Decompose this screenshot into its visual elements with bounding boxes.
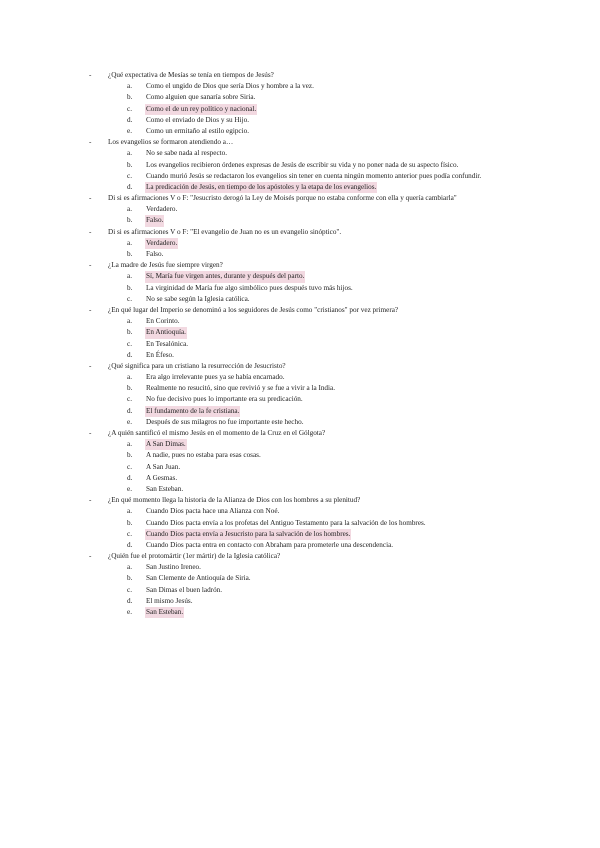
option-text: En Antioquía. bbox=[145, 327, 187, 338]
option-letter: a. bbox=[127, 149, 132, 158]
answer-option bbox=[0, 81, 600, 92]
option-letter: c. bbox=[127, 462, 132, 471]
question-text: ¿En qué lugar del Imperio se denominó a los seguidores de Jesús como "cristianos" por vez primera? bbox=[108, 305, 399, 314]
question-bullet: - bbox=[89, 71, 92, 79]
answer-option bbox=[0, 115, 600, 126]
option-text: Falso. bbox=[146, 250, 164, 258]
question-bullet: - bbox=[89, 429, 92, 437]
option-text: Como el de un rey político y nacional. bbox=[145, 104, 257, 115]
answer-option-selected bbox=[0, 406, 600, 417]
option-text: Cuando Dios pacta envía a Jesucristo para la salvación de los hombres. bbox=[145, 529, 351, 540]
answer-option bbox=[0, 473, 600, 484]
option-text: No fue decisivo pues lo importante era su predicación. bbox=[146, 395, 303, 404]
question-item bbox=[0, 361, 600, 372]
option-letter: e. bbox=[127, 417, 132, 426]
question-item bbox=[0, 70, 600, 81]
option-letter: d. bbox=[127, 350, 133, 359]
question-item bbox=[0, 551, 600, 562]
option-letter: c. bbox=[127, 339, 132, 348]
answer-option bbox=[0, 92, 600, 103]
option-letter: e. bbox=[127, 126, 132, 135]
option-text: A nadie, pues no estaba para esas cosas. bbox=[146, 451, 261, 460]
option-text: Falso. bbox=[145, 215, 164, 226]
option-text: Como el ungido de Dios que sería Dios y hombre a la vez. bbox=[146, 82, 314, 91]
option-letter: d. bbox=[127, 540, 133, 549]
option-letter: a. bbox=[127, 317, 132, 326]
option-text: A San Dimas. bbox=[145, 439, 187, 450]
option-text: Después de sus milagros no fue importante este hecho. bbox=[146, 417, 304, 426]
answer-option-selected bbox=[0, 271, 600, 282]
option-letter: d. bbox=[127, 182, 133, 191]
option-text: En Tesalónica. bbox=[146, 339, 189, 348]
question-text: Di si es afirmaciones V o F: "El evangelio de Juan no es un evangelio sinóptico". bbox=[108, 227, 342, 236]
option-text: El fundamento de la fe cristiana. bbox=[145, 406, 240, 417]
question-item bbox=[0, 193, 600, 204]
option-text: Cuando murió Jesús se redactaron los evangelios sin tener en cuenta ningún momento anterior pues podía confundir. bbox=[146, 171, 482, 180]
option-letter: c. bbox=[127, 529, 132, 538]
option-letter: e. bbox=[127, 608, 132, 616]
answer-option bbox=[0, 450, 600, 461]
option-text: Realmente no resucitó, sino que revivió y se fue a vivir a la India. bbox=[146, 384, 336, 393]
option-text: A San Juan. bbox=[146, 462, 181, 471]
option-text: Los evangelios recibieron órdenes expresas de Jesús de escribir su vida y no poner nada de su aspecto físico. bbox=[146, 160, 459, 169]
option-text: El mismo Jesús. bbox=[146, 596, 193, 605]
answer-option bbox=[0, 518, 600, 529]
option-letter: a. bbox=[127, 440, 132, 449]
question-text: ¿En qué momento llega la historia de la Alianza de Dios con los hombres a su plenitud? bbox=[108, 496, 361, 505]
question-bullet: - bbox=[89, 261, 92, 270]
question-item bbox=[0, 428, 600, 439]
option-letter: b. bbox=[127, 160, 133, 169]
option-text: En Corinto. bbox=[146, 317, 180, 326]
answer-option bbox=[0, 372, 600, 383]
answer-option bbox=[0, 585, 600, 596]
option-text: Verdadero. bbox=[145, 238, 178, 249]
option-text: San Esteban. bbox=[146, 484, 184, 493]
question-text: ¿Quién fue el protomártir (1er mártir) de la Iglesia católica? bbox=[108, 552, 281, 561]
option-text: San Justino Ireneo. bbox=[146, 563, 201, 572]
answer-option-selected bbox=[0, 104, 600, 115]
option-text: No se sabe según la Iglesia católica. bbox=[146, 294, 250, 303]
answer-option bbox=[0, 383, 600, 394]
question-text: ¿Qué significa para un cristiano la resurrección de Jesucristo? bbox=[108, 361, 286, 370]
answer-option bbox=[0, 417, 600, 428]
answer-option bbox=[0, 596, 600, 607]
option-letter: b. bbox=[127, 328, 133, 337]
answer-option bbox=[0, 540, 600, 551]
option-text: La predicación de Jesús, en tiempo de los apóstoles y la etapa de los evangelios. bbox=[145, 182, 377, 193]
question-item bbox=[0, 495, 600, 506]
question-item bbox=[0, 260, 600, 271]
answer-option bbox=[0, 148, 600, 159]
option-letter: c. bbox=[127, 294, 132, 303]
answer-option bbox=[0, 126, 600, 137]
option-text: Verdadero. bbox=[146, 205, 178, 214]
option-text: San Dimas el buen ladrón. bbox=[146, 585, 223, 594]
option-text: Era algo irrelevante pues ya se había encarnado. bbox=[146, 373, 285, 382]
question-item bbox=[0, 137, 600, 148]
question-bullet: - bbox=[89, 552, 92, 561]
question-bullet: - bbox=[89, 227, 92, 236]
answer-option bbox=[0, 283, 600, 294]
option-text: Como alguien que sanaría sobre Siria. bbox=[146, 93, 256, 102]
option-letter: c. bbox=[127, 104, 132, 113]
option-letter: b. bbox=[127, 93, 133, 102]
option-letter: c. bbox=[127, 171, 132, 180]
question-bullet: - bbox=[89, 496, 92, 505]
answer-option bbox=[0, 339, 600, 350]
question-text: ¿La madre de Jesús fue siempre virgen? bbox=[108, 261, 223, 270]
option-letter: d. bbox=[127, 406, 133, 415]
option-letter: d. bbox=[127, 473, 133, 482]
option-letter: a. bbox=[127, 563, 132, 572]
option-letter: b. bbox=[127, 216, 133, 225]
question-text: ¿Qué expectativa de Mesías se tenía en tiempos de Jesús? bbox=[108, 71, 274, 79]
answer-option-selected bbox=[0, 327, 600, 338]
option-text: Como el enviado de Dios y su Hijo. bbox=[146, 115, 250, 124]
answer-option-selected bbox=[0, 607, 600, 618]
option-letter: a. bbox=[127, 205, 132, 214]
option-letter: b. bbox=[127, 250, 133, 258]
answer-option-selected bbox=[0, 182, 600, 193]
question-bullet: - bbox=[89, 305, 92, 314]
answer-option bbox=[0, 204, 600, 215]
option-text: No se sabe nada al respecto. bbox=[146, 149, 228, 158]
option-text: Cuando Dios pacta envía a los profetas del Antiguo Testamento para la salvación de los hombres. bbox=[146, 518, 426, 527]
answer-option-selected bbox=[0, 238, 600, 249]
option-letter: b. bbox=[127, 451, 133, 460]
option-text: En Éfeso. bbox=[146, 350, 174, 359]
answer-option bbox=[0, 484, 600, 495]
option-letter: e. bbox=[127, 484, 132, 493]
answer-option bbox=[0, 394, 600, 405]
question-item bbox=[0, 227, 600, 238]
option-text: Cuando Dios pacta entra en contacto con Abraham para prometerle una descendencia. bbox=[146, 540, 394, 549]
option-letter: c. bbox=[127, 395, 132, 404]
answer-option bbox=[0, 249, 600, 260]
option-text: San Esteban. bbox=[145, 607, 184, 618]
option-text: Sí, María fue virgen antes, durante y después del parto. bbox=[145, 271, 305, 282]
question-text: Los evangelios se formaron atendiendo a… bbox=[108, 138, 234, 147]
answer-option bbox=[0, 562, 600, 573]
option-letter: a. bbox=[127, 373, 132, 382]
option-text: Cuando Dios pacta hace una Alianza con Noé. bbox=[146, 507, 280, 516]
question-bullet: - bbox=[89, 138, 92, 147]
answer-option bbox=[0, 462, 600, 473]
option-letter: b. bbox=[127, 518, 133, 527]
answer-option bbox=[0, 160, 600, 171]
option-text: Como un ermitaño al estilo egipcio. bbox=[146, 126, 250, 135]
quiz-document bbox=[0, 70, 600, 618]
option-letter: a. bbox=[127, 507, 132, 516]
question-bullet: - bbox=[89, 194, 92, 203]
question-text: ¿A quién santificó el mismo Jesús en el momento de la Cruz en el Gólgota? bbox=[108, 429, 326, 437]
answer-option bbox=[0, 294, 600, 305]
answer-option-selected bbox=[0, 529, 600, 540]
option-letter: b. bbox=[127, 384, 133, 393]
answer-option bbox=[0, 573, 600, 584]
option-letter: a. bbox=[127, 238, 132, 247]
option-letter: b. bbox=[127, 574, 133, 583]
option-text: A Gesmas. bbox=[146, 473, 178, 482]
question-item bbox=[0, 305, 600, 316]
option-letter: c. bbox=[127, 585, 132, 594]
option-letter: d. bbox=[127, 115, 133, 124]
question-text: Di si es afirmaciones V o F: "Jesucristo derogó la Ley de Moisés porque no estaba conforme con ella y quería cambiarla" bbox=[108, 194, 457, 203]
answer-option bbox=[0, 350, 600, 361]
option-text: La virginidad de María fue algo simbólico pues después tuvo más hijos. bbox=[146, 283, 353, 292]
answer-option-selected bbox=[0, 215, 600, 226]
answer-option bbox=[0, 171, 600, 182]
answer-option bbox=[0, 316, 600, 327]
option-letter: d. bbox=[127, 596, 133, 605]
question-bullet: - bbox=[89, 361, 92, 370]
option-letter: a. bbox=[127, 82, 132, 91]
answer-option bbox=[0, 506, 600, 517]
answer-option-selected bbox=[0, 439, 600, 450]
option-letter: a. bbox=[127, 272, 132, 281]
option-text: San Clemente de Antioquía de Siria. bbox=[146, 574, 251, 583]
option-letter: b. bbox=[127, 283, 133, 292]
